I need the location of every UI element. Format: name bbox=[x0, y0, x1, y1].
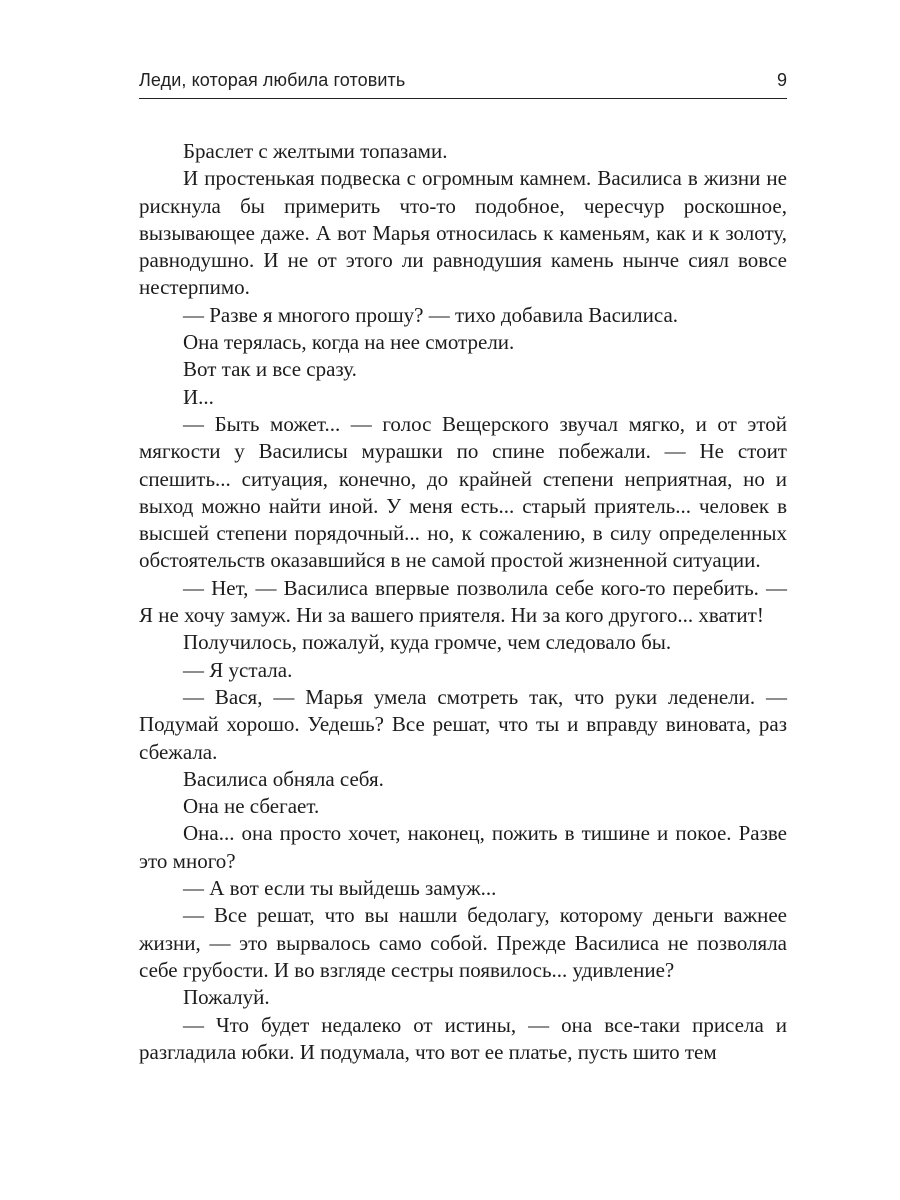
paragraph: Она не сбегает. bbox=[183, 794, 320, 819]
running-title: Леди, которая любила готовить bbox=[139, 70, 406, 90]
paragraph: — Что будет недалеко от истины, — она все-таки присела и разгладила юбки. И подумала, что вот ее платье, пусть шито тем bbox=[139, 1012, 787, 1064]
paragraph: — Разве я многого прошу? — тихо добавила Василиса. bbox=[183, 302, 679, 327]
paragraph: — А вот если ты выйдешь замуж... bbox=[183, 876, 497, 901]
paragraph: — Быть может... — голос Вещерского звучал мягко, и от этой мягкости у Василисы мурашки по спине побежали. — Не стоит спешить... ситуация, конечно, до крайней степени неприятная, но и выход можно найти иной. У меня есть... старый приятель... человек в высшей степени порядочный... но, к сожалению, в силу определенных обстоятельств оказавшийся в не самой простой жизненной ситуации. bbox=[139, 411, 787, 573]
paragraph: Браслет с желтыми топазами. bbox=[183, 139, 448, 163]
paragraph: — Все решат, что вы нашли бедолагу, которому деньги важнее жизни, — это вырвалось само собой. Прежде Василиса не позволяла себе грубости. И во взгляде сестры появилось... удивление? bbox=[139, 903, 787, 982]
paragraph: Василиса обняла себя. bbox=[183, 766, 384, 791]
paragraph: Она... она просто хочет, наконец, пожить в тишине и покое. Разве это много? bbox=[139, 821, 787, 873]
page-number: 9 bbox=[776, 70, 787, 90]
paragraph: Пожалуй. bbox=[183, 985, 270, 1010]
paragraph: Она терялась, когда на нее смотрели. bbox=[183, 330, 515, 355]
paragraph: Вот так и все сразу. bbox=[183, 357, 357, 382]
paragraph: Получилось, пожалуй, куда громче, чем следовало бы. bbox=[183, 630, 672, 655]
paragraph: И простенькая подвеска с огромным камнем. Василиса в жизни не рискнула бы примерить что-то подобное, чересчур роскошное, вызывающее даже. А вот Марья относилась к каменьям, как и к золоту, равнодушно. И не от этого ли равнодушия камень нынче сиял вовсе нестерпимо. bbox=[139, 166, 787, 300]
running-header bbox=[139, 66, 787, 99]
paragraph: И... bbox=[183, 384, 214, 409]
paragraph: — Вася, — Марья умела смотреть так, что руки леденели. — Подумай хорошо. Уедешь? Все решат, что ты и вправду виновата, раз сбежала. bbox=[139, 684, 787, 764]
paragraph: — Я устала. bbox=[183, 657, 293, 682]
paragraph: — Нет, — Василиса впервые позволила себе кого-то перебить. — Я не хочу замуж. Ни за вашего приятеля. Ни за кого другого... хватит! bbox=[139, 575, 787, 628]
body-text bbox=[139, 138, 787, 1066]
